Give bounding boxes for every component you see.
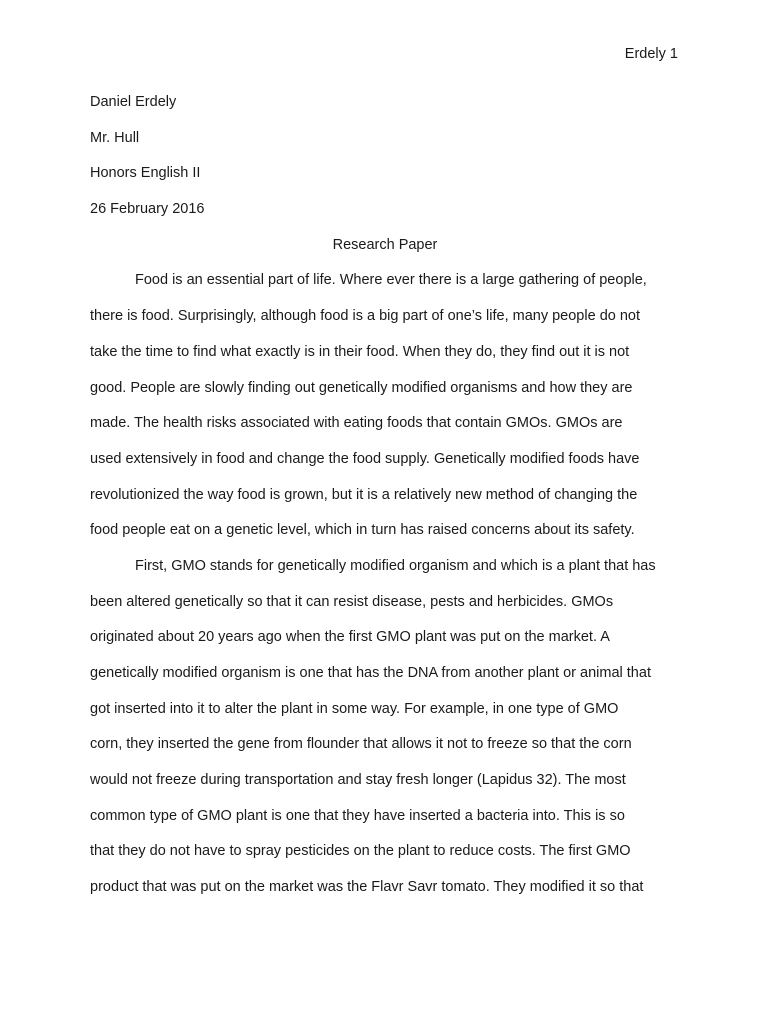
paragraph-line: common type of GMO plant is one that they have inserted a bacteria into. This is so (90, 807, 625, 824)
paragraph-line: got inserted into it to alter the plant in some way. For example, in one type of GMO (90, 700, 619, 717)
paper-title: Research Paper (332, 236, 438, 253)
paragraph-2 (90, 555, 690, 912)
paragraph-1 (90, 269, 690, 555)
paragraph-line: First, GMO stands for genetically modified organism and which is a plant that has (135, 557, 656, 574)
course-name: Honors English II (90, 165, 201, 182)
paragraph-line: originated about 20 years ago when the first GMO plant was put on the market. A (90, 629, 610, 646)
paragraph-line: product that was put on the market was the Flavr Savr tomato. They modified it so that (90, 879, 644, 896)
document-body (90, 91, 690, 912)
paragraph-line: been altered genetically so that it can resist disease, pests and herbicides. GMOs (90, 593, 614, 610)
paragraph-line: good. People are slowly finding out genetically modified organisms and how they are (90, 379, 633, 396)
paragraph-line: made. The health risks associated with eating foods that contain GMOs. GMOs are (90, 415, 623, 432)
author-name: Daniel Erdely (90, 94, 177, 110)
paragraph-line: take the time to find what exactly is in their food. When they do, they find out it is not (90, 343, 630, 360)
paragraph-line: corn, they inserted the gene from flounder that allows it not to freeze so that the corn (90, 736, 632, 753)
paragraph-line: used extensively in food and change the food supply. Genetically modified foods have (90, 450, 640, 467)
paragraph-line: genetically modified organism is one that has the DNA from another plant or animal that (90, 665, 651, 681)
paragraph-line: revolutionized the way food is grown, but it is a relatively new method of changing the (90, 486, 638, 503)
paragraph-line: Food is an essential part of life. Where ever there is a large gathering of people, (135, 272, 647, 289)
running-head: Erdely 1 (624, 46, 678, 62)
paragraph-line: food people eat on a genetic level, which in turn has raised concerns about its safety. (90, 522, 635, 539)
paragraph-line: would not freeze during transportation and stay fresh longer (Lapidus 32). The most (90, 772, 626, 789)
paper-date: 26 February 2016 (90, 201, 205, 218)
paragraph-line: that they do not have to spray pesticides on the plant to reduce costs. The first GMO (90, 843, 631, 860)
instructor-name: Mr. Hull (90, 129, 140, 146)
paragraph-line: there is food. Surprisingly, although food is a big part of one’s life, many people do not (90, 308, 641, 325)
